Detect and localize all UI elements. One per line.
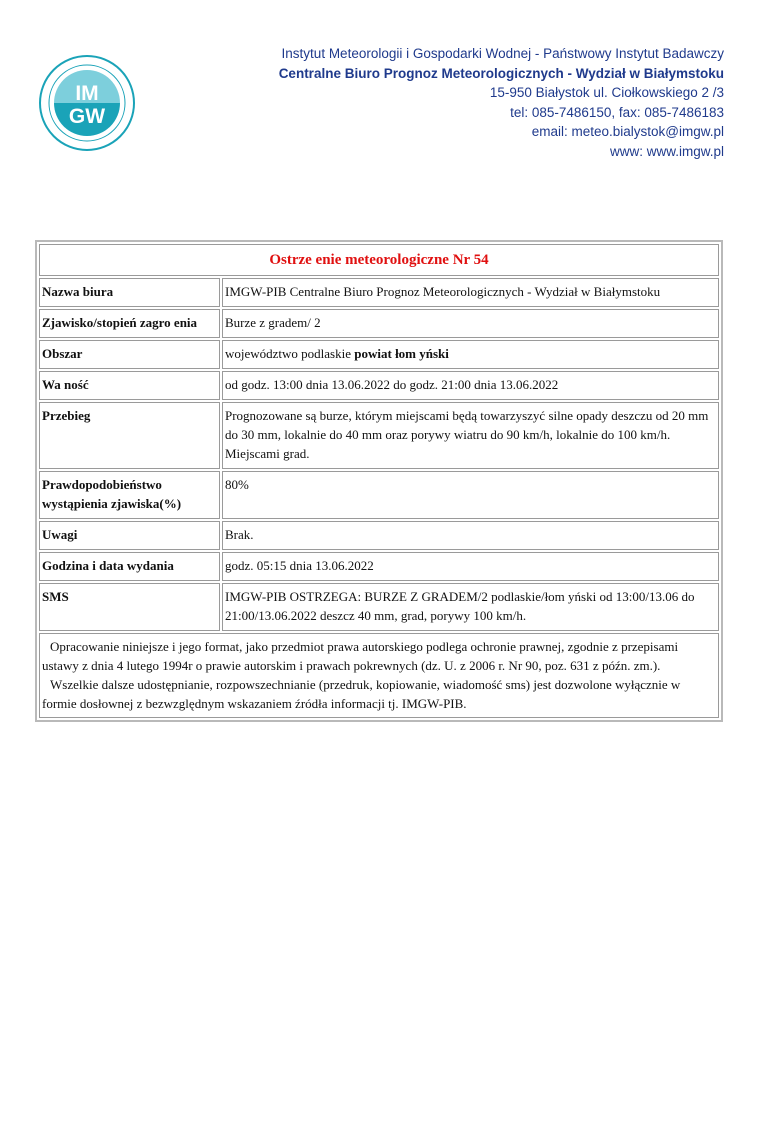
copyright-notice xyxy=(39,633,719,718)
course-label: Przebieg xyxy=(39,402,220,469)
table-row xyxy=(39,583,719,631)
institute-header xyxy=(279,44,724,161)
svg-text:IM: IM xyxy=(75,82,99,105)
header-institute-name: Instytut Meteorologii i Gospodarki Wodnej - Państwowy Instytut Badawczy xyxy=(281,46,724,61)
table-row xyxy=(39,552,719,581)
warning-document xyxy=(35,240,723,722)
table-row xyxy=(39,471,719,519)
phenomenon-label: Zjawisko/stopień zagro enia xyxy=(39,309,220,338)
issued-value: godz. 05:15 dnia 13.06.2022 xyxy=(222,552,719,581)
header-office-name: Centralne Biuro Prognoz Meteorologicznych - Wydział w Białymstoku xyxy=(278,65,724,81)
probability-label: Prawdopodobieństwo wystąpienia zjawiska(%) xyxy=(39,471,220,519)
office-value: IMGW-PIB Centralne Biuro Prognoz Meteorologicznych - Wydział w Białymstoku xyxy=(222,278,719,307)
svg-text:GW: GW xyxy=(68,105,106,128)
table-row xyxy=(39,309,719,338)
area-value xyxy=(222,340,719,369)
remarks-label: Uwagi xyxy=(39,521,220,550)
office-label: Nazwa biura xyxy=(39,278,220,307)
table-row xyxy=(39,371,719,400)
validity-value: od godz. 13:00 dnia 13.06.2022 do godz. 21:00 dnia 13.06.2022 xyxy=(222,371,719,400)
imgw-logo-icon xyxy=(38,54,136,152)
area-label: Obszar xyxy=(39,340,220,369)
sms-label: SMS xyxy=(39,583,220,631)
table-row xyxy=(39,340,719,369)
warning-title: Ostrze enie meteorologiczne Nr 54 xyxy=(39,244,719,276)
area-region: województwo podlaskie xyxy=(225,346,355,361)
remarks-value: Brak. xyxy=(222,521,719,550)
header-email[interactable]: email: meteo.bialystok@imgw.pl xyxy=(531,124,724,139)
issued-label: Godzina i data wydania xyxy=(39,552,220,581)
phenomenon-value: Burze z gradem/ 2 xyxy=(222,309,719,338)
area-county: powiat łom yński xyxy=(354,346,449,361)
validity-label: Wa ność xyxy=(39,371,220,400)
distribution-paragraph: Wszelkie dalsze udostępnianie, rozpowszechnianie (przedruk, kopiowanie, wiadomość sms) jest dozwolone wyłącznie w formie dosłownej z bezwzględnym wskazaniem źródła informacji tj. IMGW-PIB. xyxy=(42,677,681,711)
header-phone-fax: tel: 085-7486150, fax: 085-7486183 xyxy=(510,104,724,120)
warning-table xyxy=(37,276,721,633)
table-row xyxy=(39,278,719,307)
sms-value: IMGW-PIB OSTRZEGA: BURZE Z GRADEM/2 podlaskie/łom yński od 13:00/13.06 do 21:00/13.06.2022 deszcz 40 mm, grad, porywy 100 km/h. xyxy=(222,583,719,631)
table-row xyxy=(39,402,719,469)
copyright-paragraph: Opracowanie niniejsze i jego format, jako przedmiot prawa autorskiego podlega ochronie prawnej, zgodnie z przepisami ustawy z dnia 4 lutego 1994r o prawie autorskim i prawach pokrewnych (dz. U. z 2006 r. Nr 90, poz. 631 z późn. zm.). xyxy=(42,639,679,673)
header-address: 15-950 Białystok ul. Ciołkowskiego 2 /3 xyxy=(489,85,724,100)
probability-value: 80% xyxy=(222,471,719,519)
imgw-logo xyxy=(38,54,136,152)
table-row xyxy=(39,521,719,550)
course-value: Prognozowane są burze, którym miejscami będą towarzyszyć silne opady deszczu od 20 mm do 30 mm, lokalnie do 40 mm oraz porywy wiatru do 90 km/h, lokalnie do 100 km/h. Miejscami grad. xyxy=(222,402,719,469)
header-website[interactable]: www: www.imgw.pl xyxy=(609,143,724,159)
